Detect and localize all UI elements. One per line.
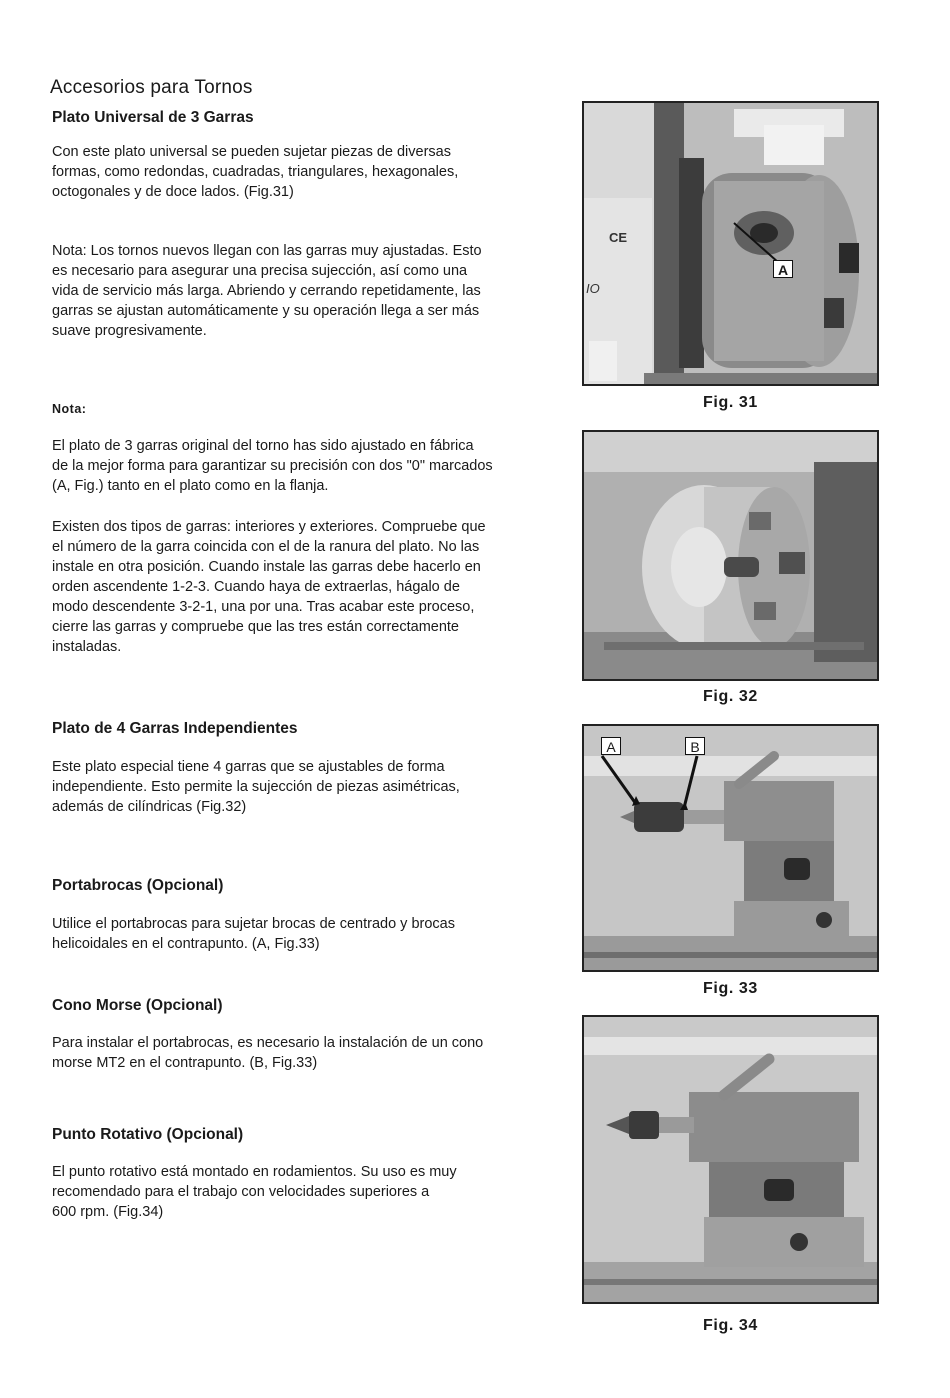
paragraph-cono-morse: Para instalar el portabrocas, es necesario la instalación de un cono morse MT2 en el contrapunto. (B, Fig.33) — [52, 1035, 484, 1071]
figure-33-image — [582, 724, 879, 972]
caption-fig-31: Fig. 31 — [703, 394, 758, 411]
paragraph-plato-4: Este plato especial tiene 4 garras que se ajustables de forma independiente. Esto permite la sujección de piezas asimétricas, además de cilíndricas (Fig.32) — [52, 759, 460, 815]
figure-34-image — [582, 1015, 879, 1304]
heading-plato-3-garras: Plato Universal de 3 Garras — [52, 109, 254, 126]
figure-34-drawing — [584, 1017, 877, 1302]
paragraph-nota-ajuste: El plato de 3 garras original del torno has sido ajustado en fábrica de la mejor forma para garantizar su precisión con dos "0" marcados (A, Fig.) tanto en el plato como en la flanja. — [52, 438, 493, 494]
figure-31-side-text: IO — [586, 281, 600, 296]
label-b-fig33: B — [685, 737, 705, 755]
label-a-fig31: A — [773, 260, 793, 278]
figure-31-image — [582, 101, 879, 386]
heading-punto-rotativo: Punto Rotativo (Opcional) — [52, 1126, 244, 1143]
figure-32-image — [582, 430, 879, 681]
figure-33-drawing — [584, 726, 877, 970]
heading-portabrocas: Portabrocas (Opcional) — [52, 877, 224, 894]
page-title: Accesorios para Tornos — [50, 77, 253, 98]
caption-fig-33: Fig. 33 — [703, 980, 758, 997]
ce-mark: CE — [609, 230, 628, 245]
heading-plato-4-garras: Plato de 4 Garras Independientes — [52, 720, 298, 737]
paragraph-plato-3-intro: Con este plato universal se pueden sujetar piezas de diversas formas, como redondas, cuadradas, triangulares, hexagonales, octogonales y de doce lados. (Fig.31) — [52, 144, 459, 200]
heading-cono-morse: Cono Morse (Opcional) — [52, 997, 223, 1014]
figure-31-drawing — [584, 103, 877, 384]
caption-fig-34: Fig. 34 — [703, 1317, 758, 1334]
paragraph-portabrocas: Utilice el portabrocas para sujetar brocas de centrado y brocas helicoidales en el contrapunto. (A, Fig.33) — [52, 916, 455, 952]
paragraph-tipos-garras: Existen dos tipos de garras: interiores y exteriores. Compruebe que el número de la garra coincida con el de la ranura del plato. No las instale en otra posición. Cuando instale las garras debe hacerlo en orden ascendente 1-2-3. Cuando haya de extraerlas, hágalo de modo descendente 3-2-1, una por una. Tras acabar este proceso, cierre las garras y compruebe que las tres están correctamente instaladas. — [52, 519, 486, 655]
nota-label: Nota: — [52, 402, 87, 416]
paragraph-punto-rotativo: El punto rotativo está montado en rodamientos. Su uso es muy recomendado para el trabajo con velocidades superiores a 600 rpm. (Fig.34) — [52, 1164, 457, 1220]
paragraph-plato-3-nota: Nota: Los tornos nuevos llegan con las garras muy ajustadas. Esto es necesario para asegurar una precisa sujección, así como una vida de servicio más larga. Abriendo y cerrando repetidamente, las garras se ajustan automáticamente y su operación llega a ser más suave progresivamente. — [52, 243, 482, 339]
figure-32-drawing — [584, 432, 877, 679]
label-a-fig33: A — [601, 737, 621, 755]
caption-fig-32: Fig. 32 — [703, 688, 758, 705]
